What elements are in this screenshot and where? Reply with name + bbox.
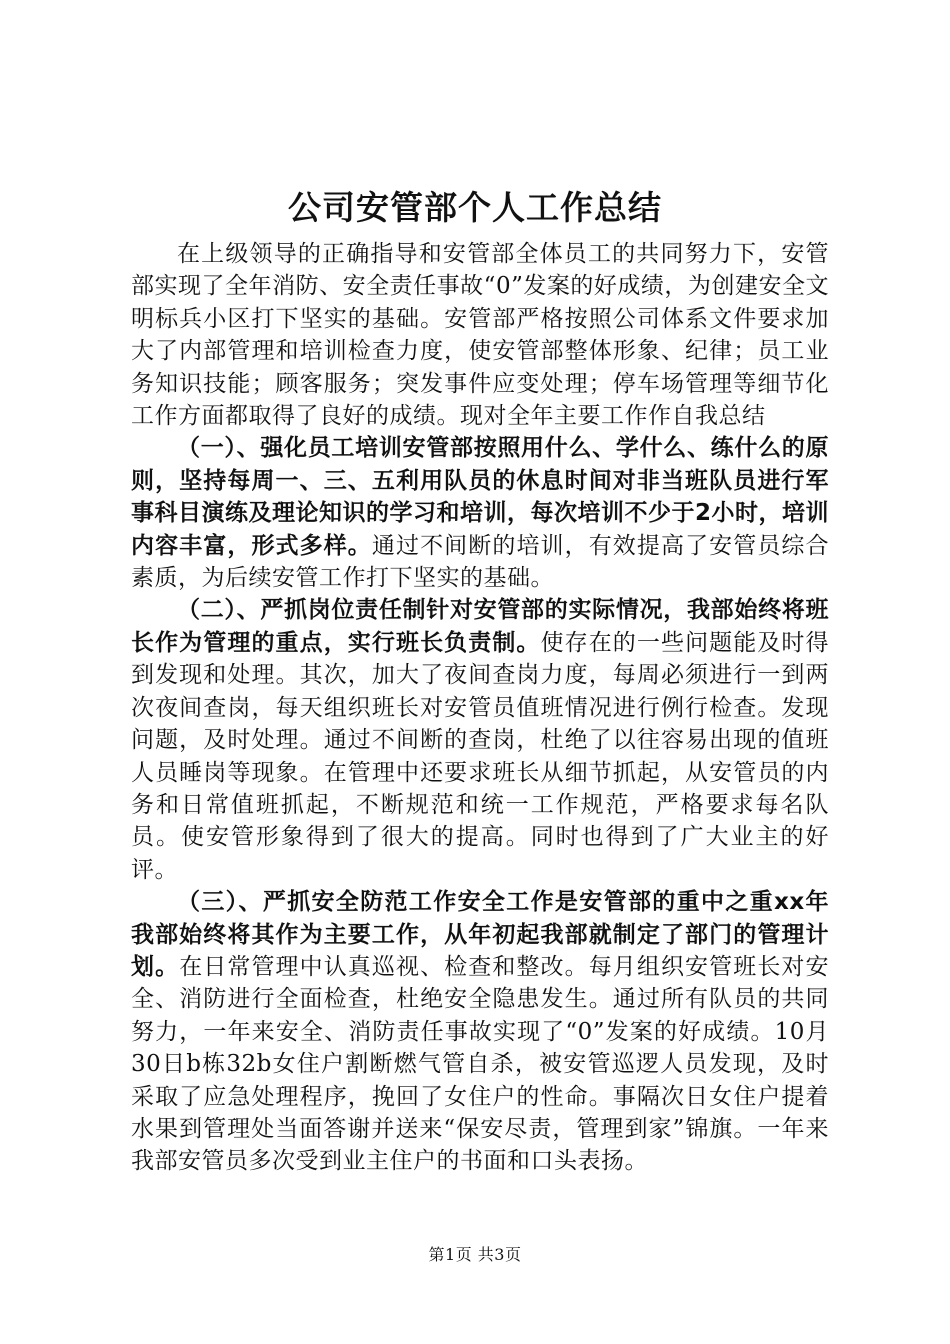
paragraph-section-1 (131, 432, 829, 594)
paragraph-text: 使存在的一些问题能及时得到发现和处理。其次，加大了夜间查岗力度，每周必须进行一到两次夜间查岗，每天组织班长对安管员值班情况进行例行检查。发现问题，及时处理。通过不间断的查岗，杜绝了以往容易出现的值班人员睡岗等现象。在管理中还要求班长从细节抓起，从安管员的内务和日常值班抓起，不断规范和统一工作规范，严格要求每名队员。使安管形象得到了很大的提高。同时也得到了广大业主的好评。 (131, 629, 830, 883)
paragraph-lead: （三）、严抓安全防范工作安全工作是安管部的重中之重xx年我部始终将其作为主要工作，从年初起我部就制定了部门的管理计划。 (131, 889, 829, 980)
document-body (131, 238, 829, 1178)
paragraph-section-3 (131, 886, 829, 1178)
page-footer: 第1页 共3页 (428, 1245, 522, 1264)
paragraph-text: 通过不间断的培训，有效提高了安管员综合素质，为后续安管工作打下坚实的基础。 (131, 532, 830, 592)
paragraph-section-2 (131, 594, 829, 886)
page-title: 公司安管部个人工作总结 (288, 188, 662, 227)
paragraph-intro (131, 238, 829, 432)
paragraph-text: 在日常管理中认真巡视、检查和整改。每月组织安管班长对安全、消防进行全面检查，杜绝安全隐患发生。通过所有队员的共同努力，一年来安全、消防责任事故实现了“0”发案的好成绩。10月30日b栋32b女住户割断燃气管自杀，被安管巡逻人员发现，及时采取了应急处理程序，挽回了女住户的性命。事隔次日女住户提着水果到管理处当面答谢并送来“保安尽责，管理到家”锦旗。一年来我部安管员多次受到业主住户的书面和口头表扬。 (131, 953, 830, 1175)
paragraph-lead: （一）、强化员工培训安管部按照用什么、学什么、练什么的原则，坚持每周一、三、五利用队员的休息时间对非当班队员进行军事科目演练及理论知识的学习和培训，每次培训不少于2小时，培训内容丰富，形式多样。 (131, 435, 830, 559)
paragraph-text: 在上级领导的正确指导和安管部全体员工的共同努力下，安管部实现了全年消防、安全责任事故“0”发案的好成绩，为创建安全文明标兵小区打下坚实的基础。安管部严格按照公司体系文件要求加大了内部管理和培训检查力度，使安管部整体形象、纪律；员工业务知识技能；顾客服务；突发事件应变处理；停车场管理等细节化工作方面都取得了良好的成绩。现对全年主要工作作自我总结 (131, 241, 829, 430)
paragraph-lead: （二）、严抓岗位责任制针对安管部的实际情况，我部始终将班长作为管理的重点，实行班长负责制。 (131, 597, 829, 656)
